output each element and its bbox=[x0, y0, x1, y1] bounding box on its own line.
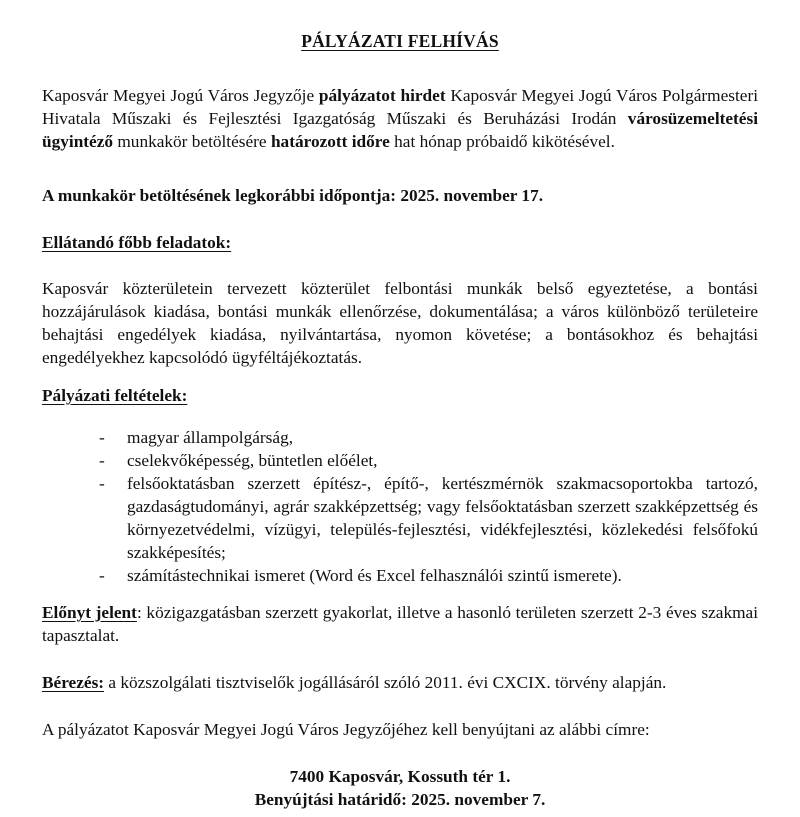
intro-paragraph: Kaposvár Megyei Jogú Város Jegyzője pályázatot hirdet Kaposvár Megyei Jogú Város Polgármesteri Hivatala Műszaki és Fejlesztési Igazgatóság Műszaki és Beruházási Irodán városüzemeltetési ügyintéző munkakör betöltésére határozott időre hat hónap próbaidő kikötésével. bbox=[42, 86, 759, 151]
dash-bullet-icon: - bbox=[99, 451, 105, 470]
advantage-label: Előnyt jelent bbox=[42, 603, 137, 622]
list-item: - felsőoktatásban szerzett építész-, építő-, kertészmérnök szakmacsoportokba tartozó, gazdaságtudományi, agrár szakképzettség; vagy felsőoktatásban szerzett szakképzettség és környezetvédelmi, vízügyi, település-fejlesztési, vidékfejlesztési, közlekedési felsőfokú szakképesítés; bbox=[99, 474, 758, 562]
conditions-list bbox=[42, 426, 758, 587]
document-title: PÁLYÁZATI FELHÍVÁS bbox=[301, 31, 499, 51]
tasks-heading: Ellátandó főbb feladatok: bbox=[42, 233, 232, 252]
submission-deadline: Benyújtási határidő: 2025. november 7. bbox=[254, 790, 546, 809]
conditions-heading: Pályázati feltételek: bbox=[42, 386, 188, 405]
list-item: - cselekvőképesség, büntetlen előélet, bbox=[99, 451, 378, 470]
list-item: - számítástechnikai ismeret (Word és Excel felhasználói szintű ismerete). bbox=[99, 566, 622, 585]
dash-bullet-icon: - bbox=[99, 566, 105, 585]
salary-label: Bérezés: bbox=[42, 673, 105, 692]
salary-paragraph: Bérezés: a közszolgálati tisztviselők jogállásáról szóló 2011. évi CXCIX. törvény alapján. bbox=[42, 673, 667, 692]
dash-bullet-icon: - bbox=[99, 474, 105, 493]
start-date-line: A munkakör betöltésének legkorábbi időpontja: 2025. november 17. bbox=[42, 186, 544, 205]
dash-bullet-icon: - bbox=[99, 428, 105, 447]
submission-paragraph: A pályázatot Kaposvár Megyei Jogú Város Jegyzőjéhez kell benyújtani az alábbi címre: bbox=[42, 720, 650, 739]
submission-address: 7400 Kaposvár, Kossuth tér 1. bbox=[289, 767, 511, 786]
intro-bold-fixed-term: határozott időre bbox=[270, 132, 390, 151]
tasks-paragraph: Kaposvár közterületein tervezett közterület felbontási munkák belső egyeztetése, a bontási hozzájárulások kiadása, bontási munkák ellenőrzése, dokumentálása; a város különböző területeire behajtási engedélyek kiadása, nyilvántartása, nyomon követése; a bontásokhoz és behajtási engedélyekhez kapcsolódó ügyféltájékoztatás. bbox=[42, 279, 758, 367]
intro-bold-position: városüzemeltetési ügyintéző bbox=[42, 109, 758, 151]
advantage-paragraph: Előnyt jelent: közigazgatásban szerzett gyakorlat, illetve a hasonló területen szerzett 2-3 éves szakmai tapasztalat. bbox=[42, 603, 759, 645]
list-item: - magyar állampolgárság, bbox=[99, 428, 294, 447]
intro-bold-announce: pályázatot hirdet bbox=[318, 86, 446, 105]
